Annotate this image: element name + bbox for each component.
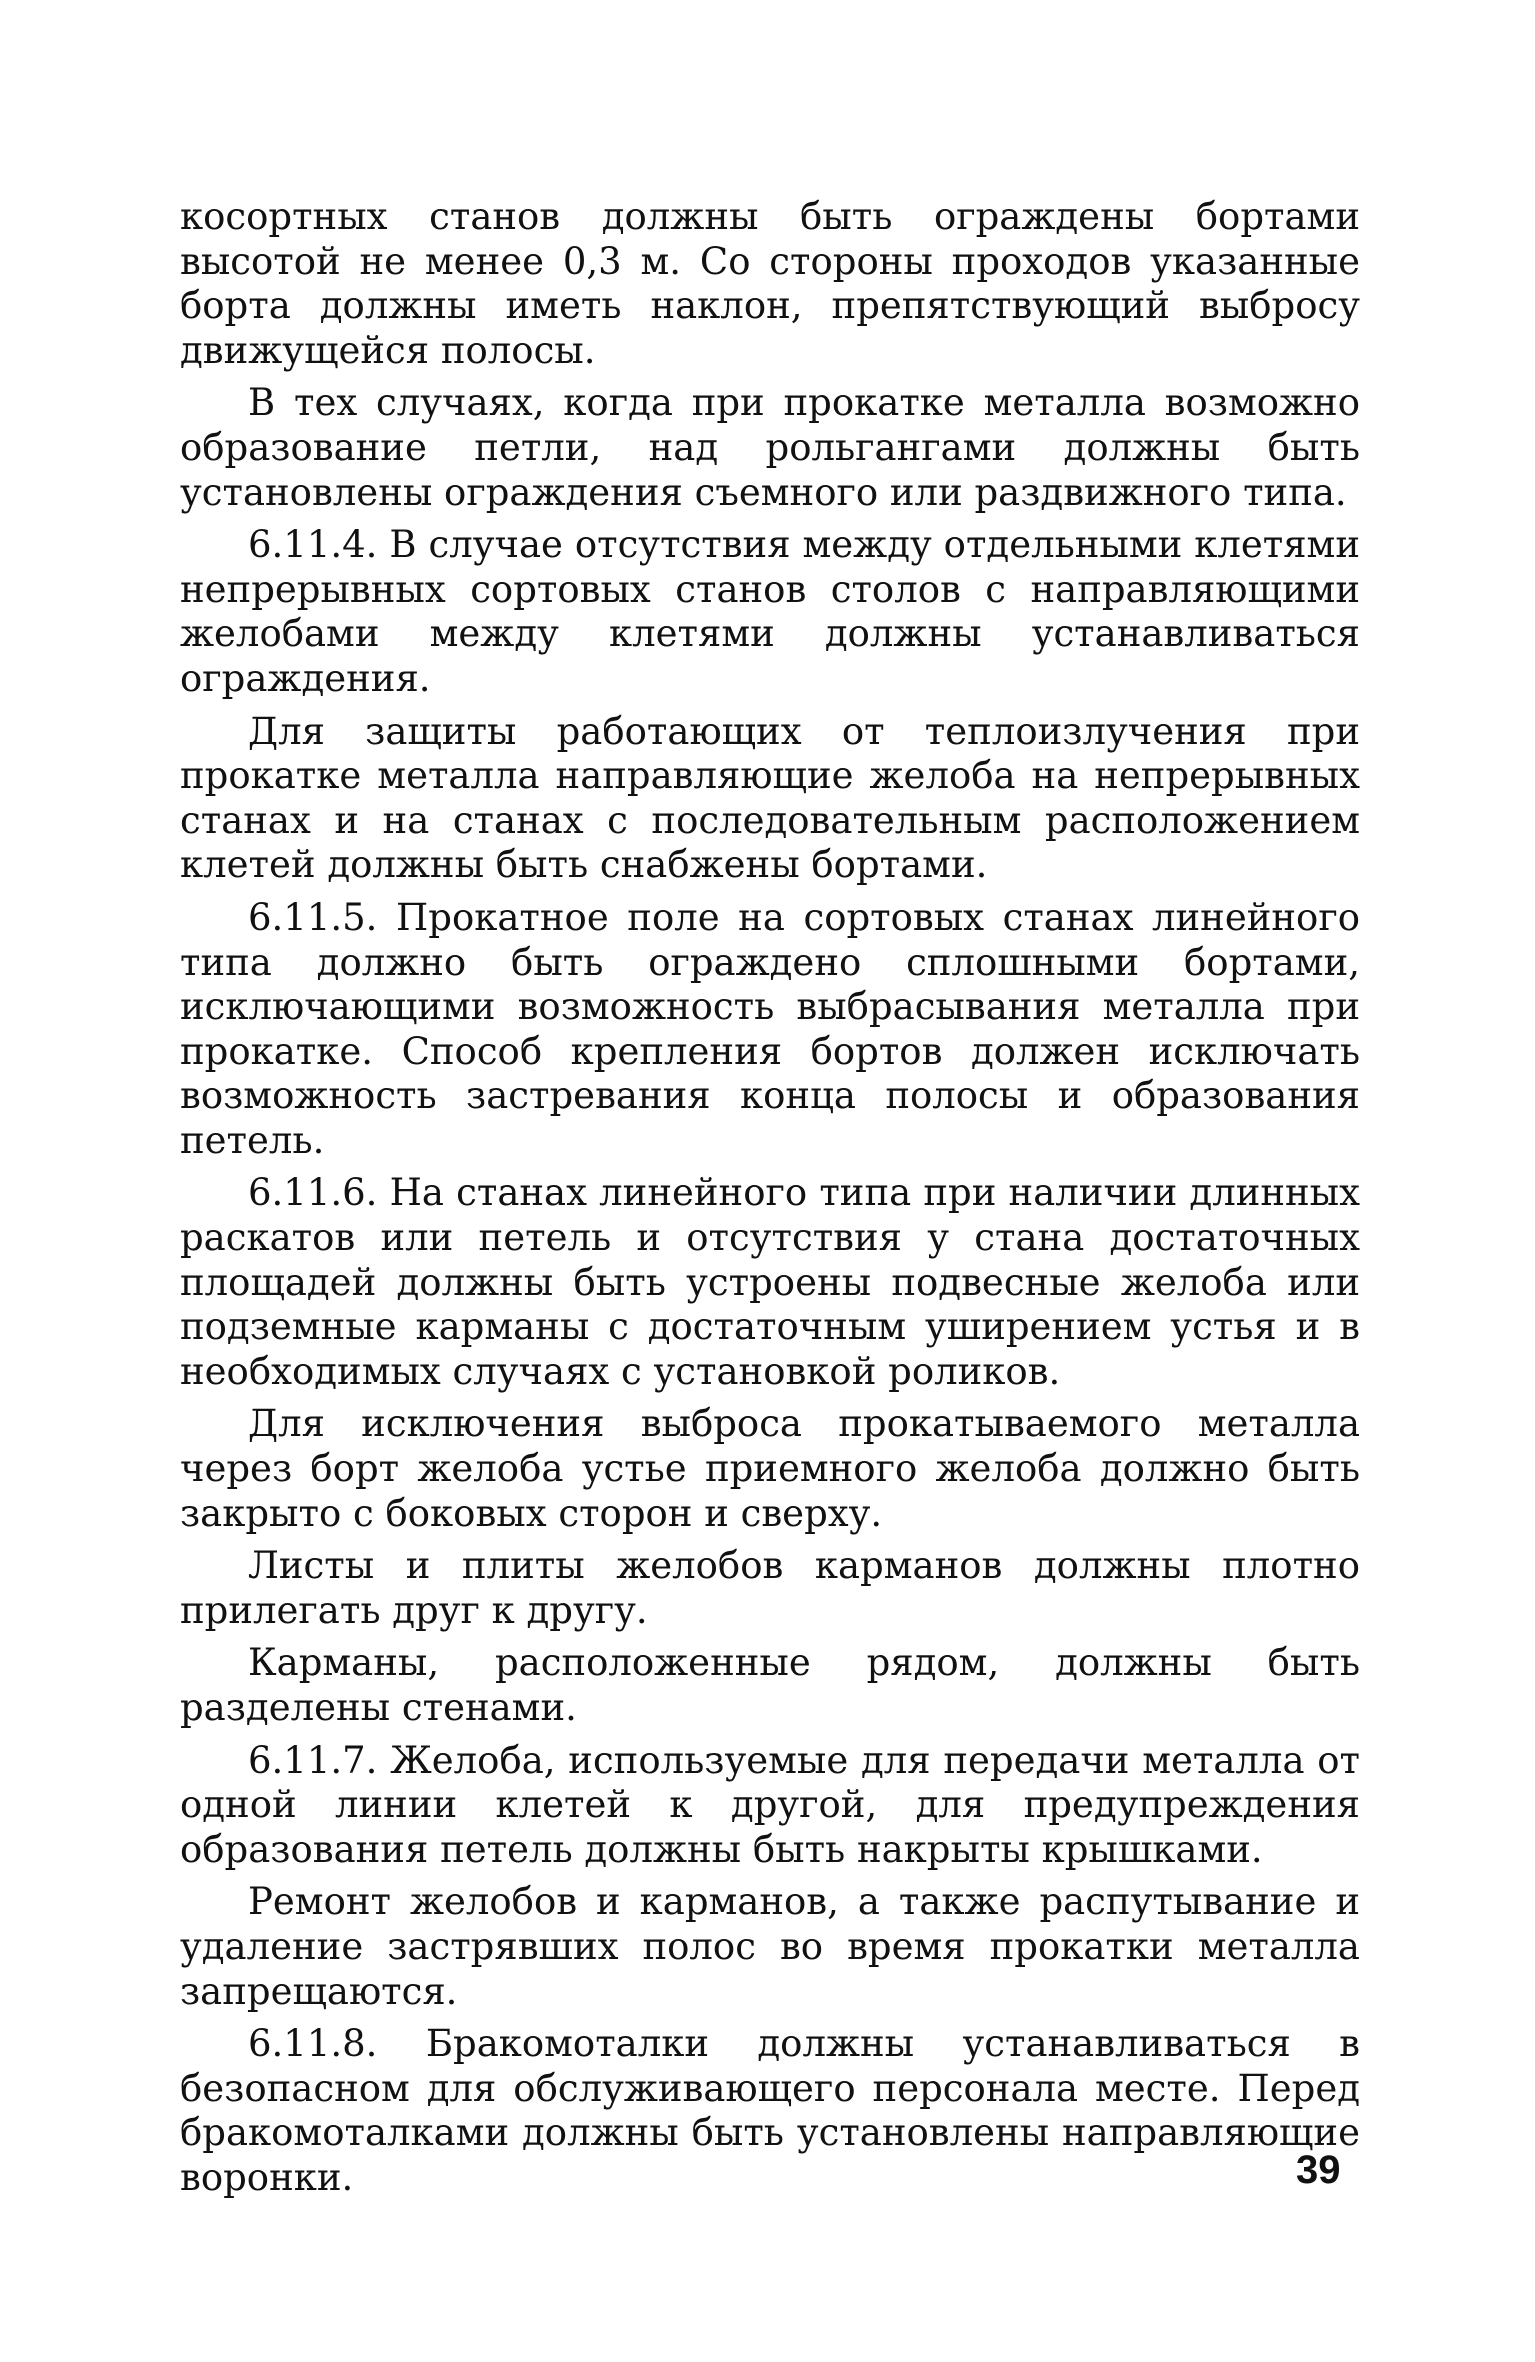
paragraph-11: Ремонт желобов и карманов, а также распутывание и удаление застрявших полос во время прокатки металла запрещаются. [180,1880,1360,2013]
paragraph-6-11-5: 6.11.5. Прокатное поле на сортовых станах линейного типа должно быть ограждено сплошными бортами, исключающими возможность выбрасывания металла при прокатке. Способ крепления бортов должен исключать возможность застревания конца полосы и образования петель. [180,895,1360,1162]
paragraph-6-11-7: 6.11.7. Желоба, используемые для передачи металла от одной линии клетей к другой, для предупреждения образования петель должны быть накрыты крышками. [180,1738,1360,1871]
paragraph-1: косортных станов должны быть ограждены бортами высотой не менее 0,3 м. Со стороны проходов указанные борта должны иметь наклон, препятствующий выбросу движущейся полосы. [180,195,1360,372]
paragraph-7: Для исключения выброса прокатываемого металла через борт желоба устье приемного желоба должно быть закрыто с боковых сторон и сверху. [180,1402,1360,1535]
paragraph-6-11-6: 6.11.6. На станах линейного типа при наличии длинных раскатов или петель и отсутствия у стана достаточных площадей должны быть устроены подвесные желоба или подземные карманы с достаточным уширением устья и в необходимых случаях с установкой роликов. [180,1171,1360,1393]
paragraph-2: В тех случаях, когда при прокатке металла возможно образование петли, над рольгангами должны быть установлены ограждения съемного или раздвижного типа. [180,381,1360,514]
paragraph-8: Листы и плиты желобов карманов должны плотно прилегать друг к другу. [180,1544,1360,1632]
paragraph-6-11-8: 6.11.8. Бракомоталки должны устанавливаться в безопасном для обслуживающего персонала месте. Перед бракомоталками должны быть установлены направляющие воронки. [180,2022,1360,2199]
page-number: 39 [1296,2148,1341,2192]
paragraph-6-11-4: 6.11.4. В случае отсутствия между отдельными клетями непрерывных сортовых станов столов с направляющими желобами между клетями должны устанавливаться ограждения. [180,523,1360,700]
paragraph-4: Для защиты работающих от теплоизлучения при прокатке металла направляющие желоба на непрерывных станах и на станах с последовательным расположением клетей должны быть снабжены бортами. [180,709,1360,887]
paragraph-9: Карманы, расположенные рядом, должны быть разделены стенами. [180,1641,1360,1729]
page-body [180,195,1360,2209]
